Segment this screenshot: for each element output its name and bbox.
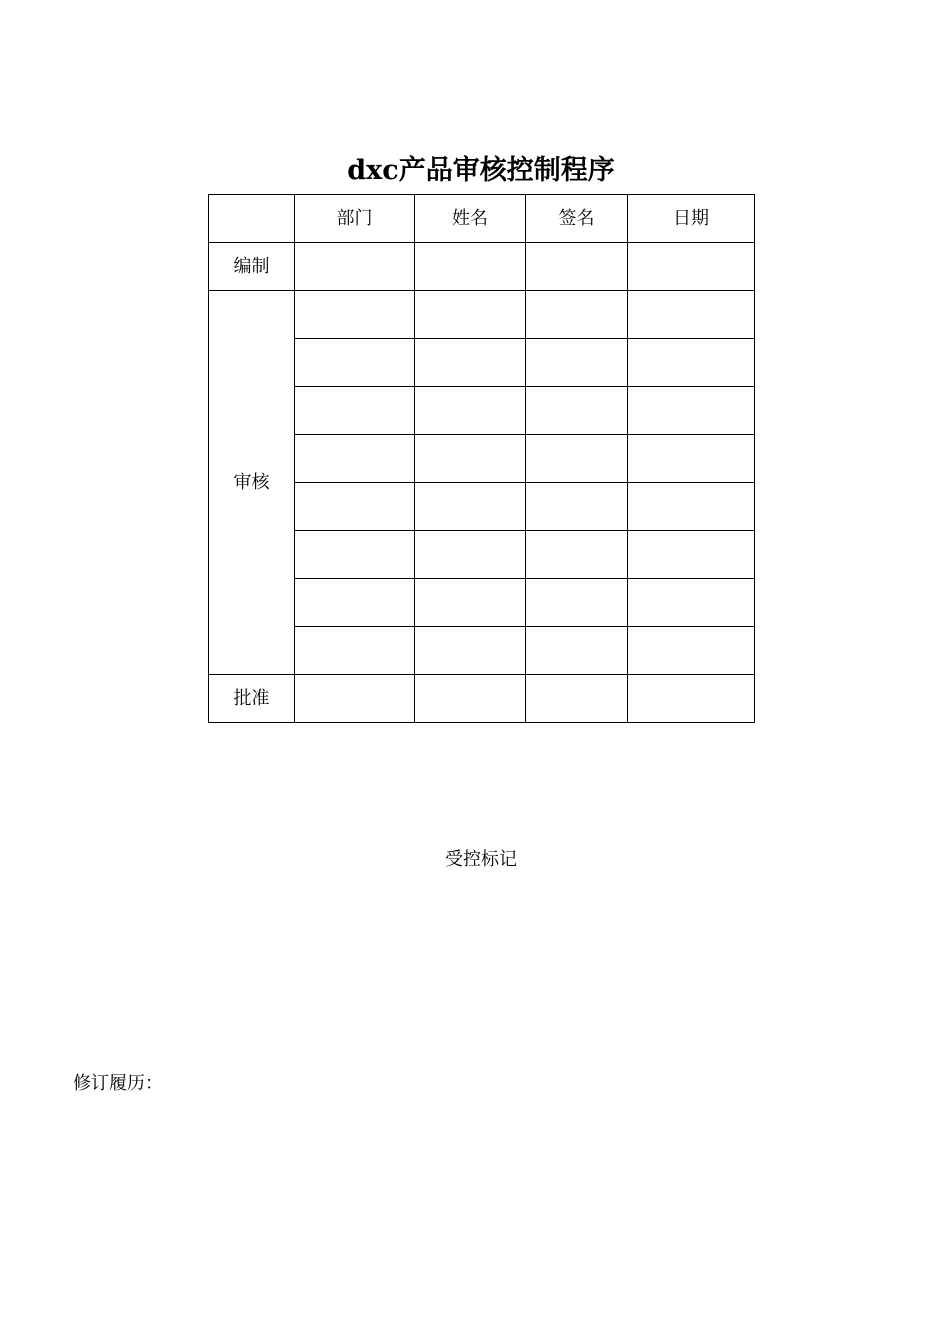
table-cell	[295, 339, 415, 387]
table-cell	[526, 627, 628, 675]
table-header-row	[209, 195, 755, 243]
table-cell	[628, 627, 755, 675]
row-label-prepared: 编制	[209, 243, 295, 291]
header-corner-cell	[209, 195, 295, 243]
table-cell	[628, 483, 755, 531]
header-date: 日期	[628, 195, 755, 243]
table-cell	[415, 243, 526, 291]
table-cell	[628, 387, 755, 435]
table-cell	[415, 627, 526, 675]
document-title: dxc产品审核控制程序	[347, 155, 615, 186]
table-cell	[628, 243, 755, 291]
table-cell	[526, 243, 628, 291]
table-cell	[295, 579, 415, 627]
controlled-mark-label: 受控标记	[445, 849, 517, 870]
table-cell	[295, 483, 415, 531]
row-label-approval: 批准	[209, 675, 295, 723]
table-cell	[628, 291, 755, 339]
table-cell	[295, 627, 415, 675]
table-cell	[628, 435, 755, 483]
table-cell	[526, 483, 628, 531]
header-signature: 签名	[526, 195, 628, 243]
table-cell	[295, 291, 415, 339]
table-cell	[415, 579, 526, 627]
header-name: 姓名	[415, 195, 526, 243]
table-cell	[295, 675, 415, 723]
table-cell	[526, 531, 628, 579]
approval-table	[208, 194, 755, 723]
table-cell	[526, 291, 628, 339]
table-row-prepared	[209, 243, 755, 291]
table-cell	[295, 435, 415, 483]
row-label-review: 审核	[209, 291, 295, 675]
table-cell	[415, 675, 526, 723]
table-cell	[415, 291, 526, 339]
table-cell	[628, 531, 755, 579]
table-cell	[295, 243, 415, 291]
table-cell	[628, 339, 755, 387]
table-cell	[526, 339, 628, 387]
table-cell	[415, 387, 526, 435]
revision-history-label: 修订履历：	[73, 1073, 163, 1094]
table-row-review	[209, 291, 755, 339]
table-cell	[628, 579, 755, 627]
table-cell	[415, 435, 526, 483]
table-cell	[415, 531, 526, 579]
table-cell	[295, 387, 415, 435]
table-cell	[526, 675, 628, 723]
table-cell	[415, 339, 526, 387]
table-cell	[526, 387, 628, 435]
table-cell	[628, 675, 755, 723]
table-row-approval	[209, 675, 755, 723]
table-cell	[415, 483, 526, 531]
table-cell	[295, 531, 415, 579]
table-cell	[526, 579, 628, 627]
table-cell	[526, 435, 628, 483]
header-department: 部门	[295, 195, 415, 243]
